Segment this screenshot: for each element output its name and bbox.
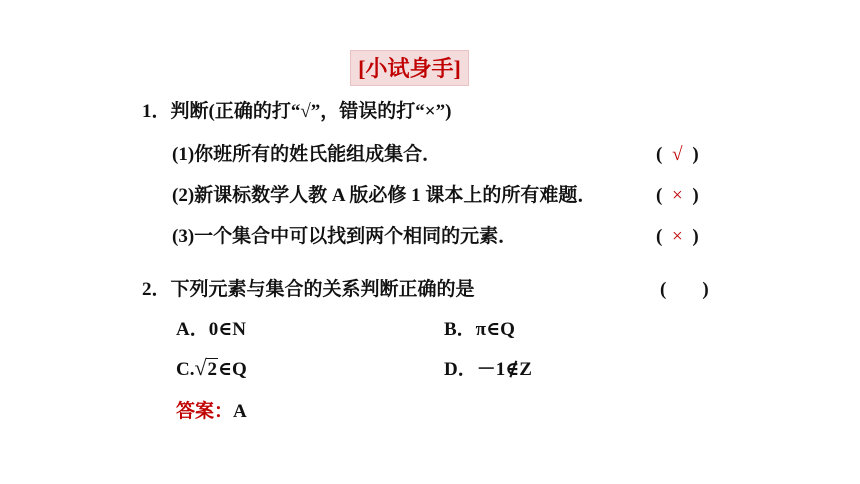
question-2-stem: 2．下列元素与集合的关系判断正确的是 [142, 279, 475, 300]
q1-item-2: (2)新课标数学人教 A 版必修 1 课本上的所有难题． [172, 185, 597, 206]
section-title: [小试身手] [350, 50, 469, 86]
answer-value: A [233, 401, 247, 422]
cross-mark: × [671, 185, 683, 206]
option-a: A．0∈N [176, 319, 247, 340]
q1-item-1-answer: ( √ ) [656, 144, 699, 165]
answer [176, 400, 247, 424]
q2-answer-blank: ( ) [660, 279, 709, 300]
q1-item-1: (1)你班所有的姓氏能组成集合． [172, 144, 442, 165]
option-c: C. √ 2∈Q [176, 355, 247, 380]
q1-item-2-answer: ( × ) [656, 185, 699, 206]
cross-mark: × [671, 226, 683, 247]
q1-item-3: (3)一个集合中可以找到两个相同的元素． [172, 226, 518, 247]
question-1-stem: 1．判断(正确的打“√”，错误的打“×”) [142, 101, 452, 122]
option-b: B．π∈Q [444, 319, 515, 340]
option-d: D．－1∉Z [444, 359, 532, 380]
check-mark: √ [672, 144, 683, 165]
answer-label: 答案： [176, 401, 234, 422]
q1-item-3-answer: ( × ) [656, 226, 699, 247]
sqrt-symbol: √ 2 [194, 355, 217, 380]
